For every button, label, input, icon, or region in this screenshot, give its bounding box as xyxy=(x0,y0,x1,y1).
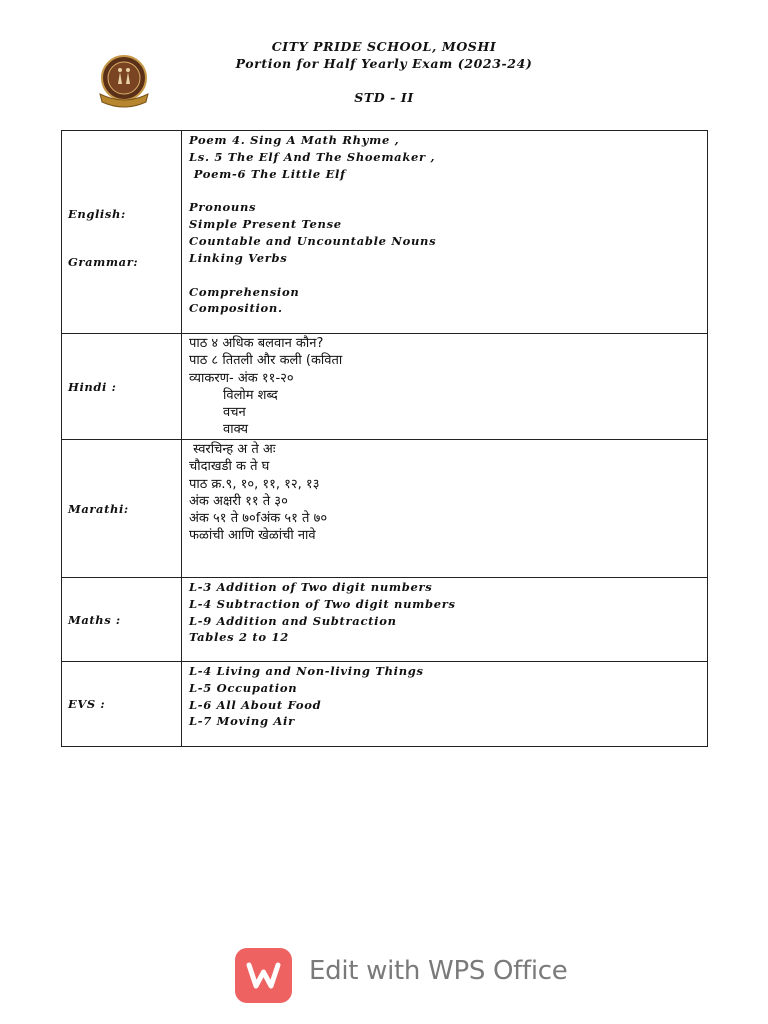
row-evs xyxy=(62,662,708,747)
portion-table xyxy=(61,130,708,747)
list-item: L-6 All About Food xyxy=(189,697,322,712)
row-english xyxy=(62,131,708,334)
exam-title: Portion for Half Yearly Exam (2023-24) xyxy=(235,56,533,71)
list-item: अंक अक्षरी ११ ते ३० xyxy=(189,493,288,509)
list-item: Simple Present Tense xyxy=(189,217,342,232)
subject-cell-evs xyxy=(62,662,182,747)
list-item: Countable and Uncountable Nouns xyxy=(189,233,437,248)
document-header xyxy=(0,38,768,106)
list-item: वचन xyxy=(223,405,246,421)
list-item: L-3 Addition of Two digit numbers xyxy=(189,580,433,594)
school-name: CITY PRIDE SCHOOL, MOSHI xyxy=(271,39,497,54)
subject-label-grammar: Grammar: xyxy=(68,255,139,269)
list-item: Tables 2 to 12 xyxy=(189,630,289,645)
list-item: L-7 Moving Air xyxy=(189,714,295,729)
content-marathi xyxy=(182,440,708,578)
list-item: व्याकरण- अंक ११-२० xyxy=(189,370,294,386)
subject-cell-maths xyxy=(62,578,182,662)
wps-edit-banner[interactable] xyxy=(235,948,575,1004)
subject-label-maths: Maths : xyxy=(68,612,121,627)
list-item: Poem 4. Sing A Math Rhyme , xyxy=(189,133,400,147)
list-item: L-9 Addition and Subtraction xyxy=(189,613,397,628)
subject-label-marathi: Marathi: xyxy=(68,501,129,516)
content-maths xyxy=(182,578,708,662)
row-hindi xyxy=(62,334,708,440)
list-item: पाठ क्र.९, १०, ११, १२, १३ xyxy=(189,476,320,492)
subject-cell-english xyxy=(62,131,182,334)
content-evs xyxy=(182,662,708,747)
list-item: Poem-6 The Little Elf xyxy=(189,166,346,181)
subject-label-english: English: xyxy=(68,207,126,221)
wps-logo-icon[interactable] xyxy=(235,948,292,1003)
list-item: पाठ ४ अधिक बलवान कौन? xyxy=(189,336,324,351)
subject-label-hindi: Hindi : xyxy=(68,379,117,394)
list-item: Linking Verbs xyxy=(189,250,288,265)
list-item: अंक ५१ ते ७०fअंक ५१ ते ७० xyxy=(189,511,328,527)
content-english xyxy=(182,131,708,334)
subject-cell-marathi xyxy=(62,440,182,578)
wps-edit-label[interactable]: Edit with WPS Office xyxy=(309,956,568,986)
list-item: Composition. xyxy=(189,301,283,316)
subject-label-evs: EVS : xyxy=(68,697,106,711)
list-item: फळांची आणि खेळांची नावे xyxy=(189,528,316,544)
subject-cell-hindi xyxy=(62,334,182,440)
list-item: L-5 Occupation xyxy=(189,680,298,695)
list-item: विलोम शब्द xyxy=(223,387,278,403)
list-item: Ls. 5 The Elf And The Shoemaker , xyxy=(189,149,436,164)
list-item: L-4 Subtraction of Two digit numbers xyxy=(189,596,456,611)
standard-label: STD - II xyxy=(354,90,414,105)
list-item: Comprehension xyxy=(189,284,300,299)
list-item: पाठ ८ तितली और कली (कविता xyxy=(189,353,343,369)
row-marathi xyxy=(62,440,708,578)
list-item: स्वरचिन्ह अ ते अः xyxy=(189,442,276,457)
list-item: चौदाखडी क ते घ xyxy=(189,459,270,475)
list-item: Pronouns xyxy=(189,200,257,215)
row-maths xyxy=(62,578,708,662)
list-item: L-4 Living and Non-living Things xyxy=(189,664,424,678)
list-item: वाक्य xyxy=(223,422,249,438)
content-hindi xyxy=(182,334,708,440)
